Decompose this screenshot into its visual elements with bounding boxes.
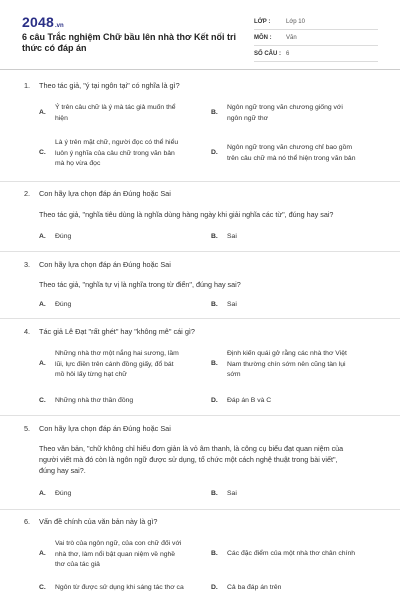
option-text-line: Những nhà thơ một nắng hai sương, lầm xyxy=(55,350,179,357)
option-text-line: Nam thường chín sớm nên cũng tàn lụi xyxy=(227,360,346,368)
question-divider xyxy=(0,509,400,510)
question-text: Con hãy lựa chọn đáp án Đúng hoặc Sai xyxy=(39,260,171,269)
meta-row-subject xyxy=(254,30,378,46)
option-letter: B. xyxy=(211,109,218,116)
option-text: Cả ba đáp án trên xyxy=(227,584,282,591)
question-4 xyxy=(24,327,195,336)
stem-line: Theo tác giả, "nghĩa tiêu dùng là nghĩa dùng hàng ngày khi giải nghĩa các từ", đúng hay sai? xyxy=(39,210,334,219)
question-divider xyxy=(0,318,400,319)
page-header xyxy=(22,14,378,58)
option-text-line: lũi, lực điền trên cánh đồng giấy, đổ bát xyxy=(55,360,174,368)
question-stem xyxy=(39,209,384,220)
option-text-line: nhà thơ, làm nổi bật quan niệm về nghề xyxy=(55,550,176,558)
option-text: Đúng xyxy=(55,233,72,240)
option-letter: A. xyxy=(39,109,46,116)
stem-line: Theo văn bản, "chữ không chỉ hiểu đơn giản là vỏ âm thanh, là công cụ biểu đạt quan niệm của xyxy=(39,444,344,453)
question-1 xyxy=(24,81,180,90)
option-letter: C. xyxy=(39,397,46,404)
question-stem xyxy=(39,443,391,476)
option-text: Sai xyxy=(227,233,237,240)
option-letter: A. xyxy=(39,360,46,367)
option-text: Đúng xyxy=(55,301,72,308)
logo-suffix: .vn xyxy=(54,23,64,29)
option-letter: C. xyxy=(39,584,46,591)
question-number: 1. xyxy=(24,81,31,90)
option-letter: D. xyxy=(211,149,218,156)
meta-value: Lớp 10 xyxy=(286,18,305,25)
question-stem xyxy=(39,279,384,290)
question-6 xyxy=(24,517,157,526)
question-number: 5. xyxy=(24,424,31,433)
option-text-line: Vai trò của ngôn ngữ, của con chữ đối với xyxy=(55,540,182,547)
option-text-line: Định kiến quái gở rằng các nhà thơ Việt xyxy=(227,350,347,357)
stem-line: Theo tác giả, "nghĩa tự vị là nghĩa trong từ điển", đúng hay sai? xyxy=(39,280,241,289)
site-logo[interactable] xyxy=(22,14,64,28)
question-text: Theo tác giả, "ý tại ngôn tại" có nghĩa là gì? xyxy=(39,81,180,90)
option-text-line: Ngôn ngữ trong văn chương chỉ bao gồm xyxy=(227,144,353,151)
option-text: Đúng xyxy=(55,490,72,497)
option-letter: A. xyxy=(39,301,46,308)
question-number: 2. xyxy=(24,189,31,198)
option-letter: A. xyxy=(39,550,46,557)
option-letter: B. xyxy=(211,550,218,557)
option-text-line: hiện xyxy=(55,114,68,122)
question-text: Vấn đề chính của văn bản này là gì? xyxy=(39,517,158,526)
option-text-line: thơ của tác giả xyxy=(55,561,100,568)
option-text-line: mồ hôi lấy từng hạt chữ xyxy=(55,371,127,378)
option-letter: B. xyxy=(211,360,218,367)
question-text: Tác giả Lê Đạt "rất ghét" hay "không mê" cái gì? xyxy=(39,327,195,336)
option-letter: B. xyxy=(211,490,218,497)
stem-line: đúng hay sai?. xyxy=(39,466,86,475)
option-letter: B. xyxy=(211,233,218,240)
question-2 xyxy=(24,189,171,198)
meta-label: SỐ CÂU : xyxy=(254,50,281,57)
option-letter: C. xyxy=(39,149,46,156)
meta-row-class xyxy=(254,14,378,30)
logo-text: 2048 xyxy=(22,14,54,30)
option-text-line: sớm xyxy=(227,371,241,378)
question-number: 6. xyxy=(24,517,31,526)
meta-value: Văn xyxy=(286,34,297,41)
question-text: Con hãy lựa chọn đáp án Đúng hoặc Sai xyxy=(39,424,171,433)
option-letter: A. xyxy=(39,233,46,240)
option-text: Những nhà thơ thần đồng xyxy=(55,397,134,404)
meta-label: MÔN : xyxy=(254,34,272,41)
meta-info xyxy=(254,14,378,62)
option-text-line: luôn ý nghĩa của câu chữ trong văn bản xyxy=(55,149,175,157)
option-text: Sai xyxy=(227,490,237,497)
option-letter: A. xyxy=(39,490,46,497)
option-text-line: Ý trên câu chữ là ý mà tác giả muốn thể xyxy=(55,104,176,111)
option-text: Sai xyxy=(227,301,237,308)
option-text: Các đặc điểm của một nhà thơ chân chính xyxy=(227,550,356,557)
question-number: 3. xyxy=(24,260,31,269)
option-text-line: Ngôn ngữ trong văn chương giống với xyxy=(227,104,343,111)
option-letter: B. xyxy=(211,301,218,308)
question-divider xyxy=(0,181,400,182)
question-3 xyxy=(24,260,171,269)
header-divider xyxy=(0,69,400,70)
document-title: 6 câu Trắc nghiệm Chữ bầu lên nhà thơ Kết nối tri thức có đáp án xyxy=(22,32,236,53)
option-letter: D. xyxy=(211,584,218,591)
question-number: 4. xyxy=(24,327,31,336)
option-text-line: ngôn ngữ thơ xyxy=(227,114,269,122)
question-5 xyxy=(24,424,171,433)
option-text: Ngôn từ được sử dụng khi sáng tác thơ ca xyxy=(55,584,184,591)
question-text: Con hãy lựa chọn đáp án Đúng hoặc Sai xyxy=(39,189,171,198)
option-text-line: trên câu chữ mà nó thể hiện trong văn bản xyxy=(227,154,356,162)
option-text-line: Là ý trên mặt chữ, người đọc có thể hiểu xyxy=(55,139,179,146)
question-divider xyxy=(0,251,400,252)
meta-value: 6 xyxy=(286,50,290,57)
option-letter: D. xyxy=(211,397,218,404)
meta-label: LỚP : xyxy=(254,18,271,25)
option-text-line: mà họ vừa đọc xyxy=(55,160,101,167)
option-text: Đáp án B và C xyxy=(227,397,272,404)
question-divider xyxy=(0,415,400,416)
meta-row-count xyxy=(254,46,378,62)
stem-line: người viết mà đó còn là ngôn ngữ được sử dụng, tổ chức một cách nghệ thuật trong bài viết", xyxy=(39,455,338,464)
